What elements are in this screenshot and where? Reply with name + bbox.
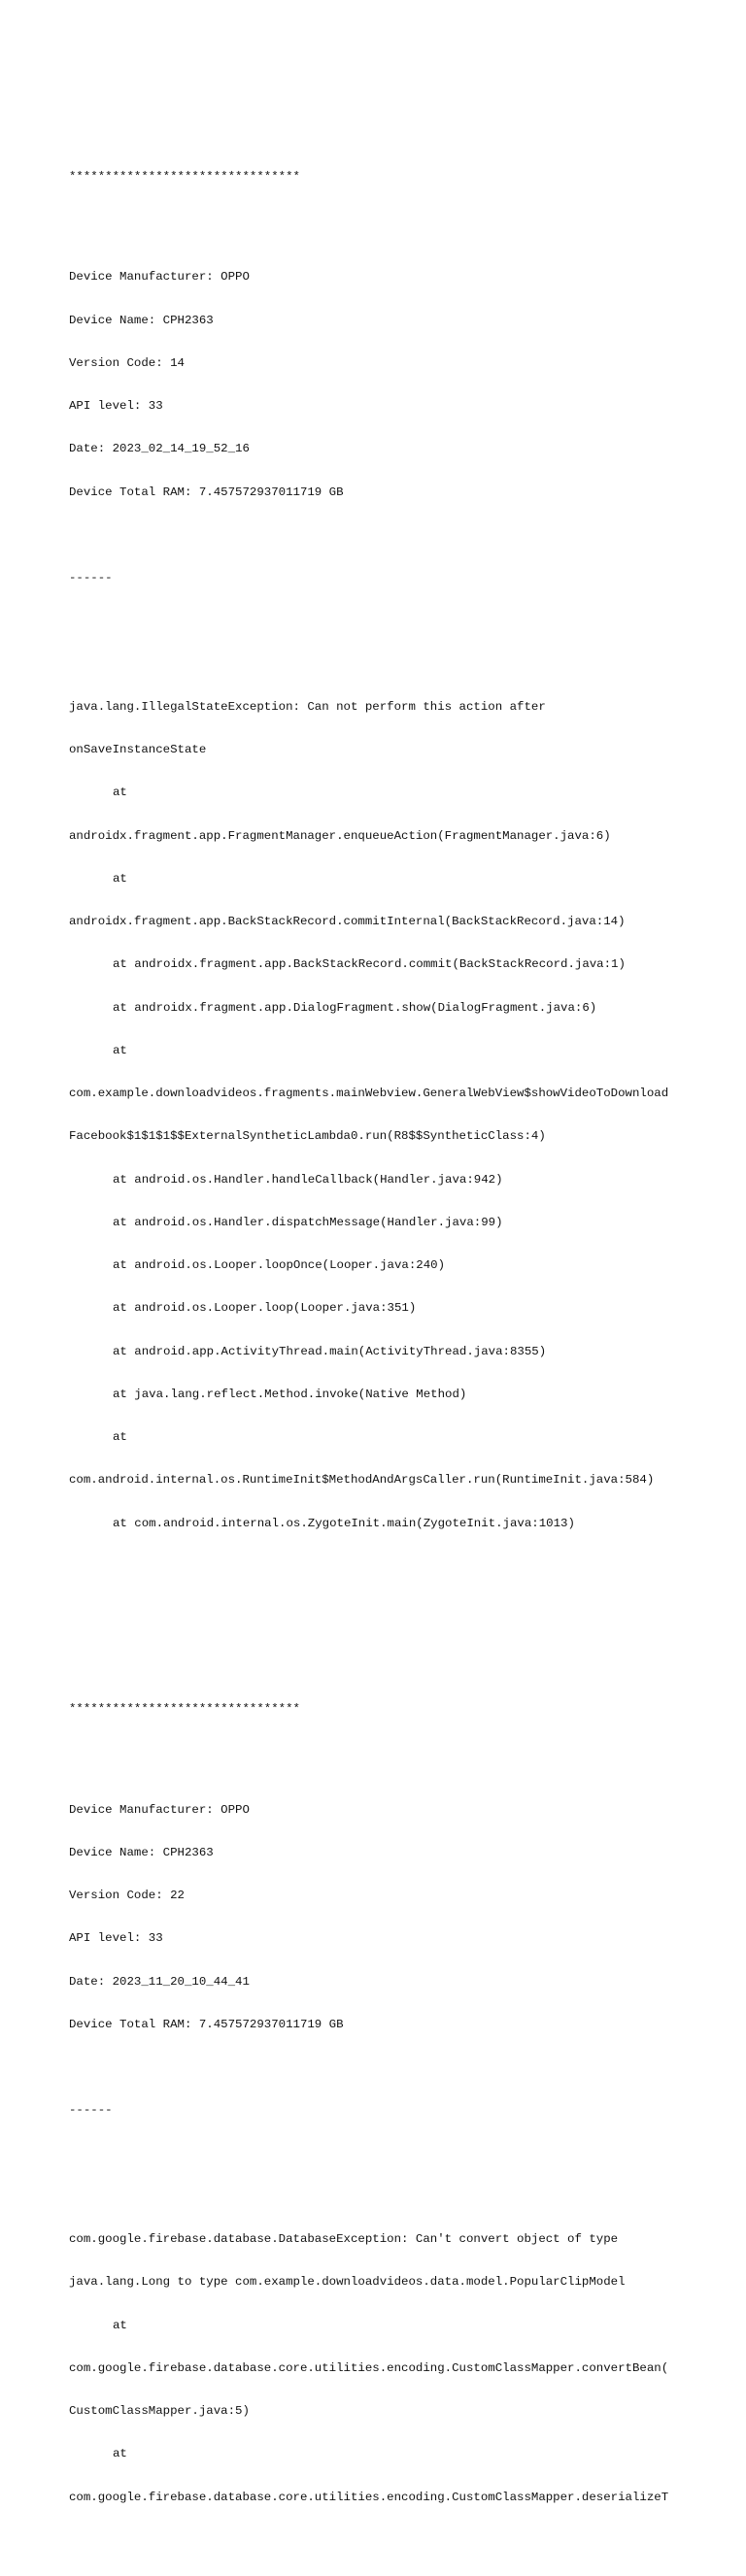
device-manufacturer: Device Manufacturer: OPPO xyxy=(69,270,250,284)
stack-line: at android.os.Looper.loop(Looper.java:351) xyxy=(113,1301,417,1316)
device-name: Device Name: CPH2363 xyxy=(69,313,214,327)
stack-line: androidx.fragment.app.BackStackRecord.commitInternal(BackStackRecord.java:14) xyxy=(69,915,626,928)
dash-divider: ------ xyxy=(69,571,113,585)
stack-line: com.google.firebase.database.core.utilities.encoding.CustomClassMapper.convertBean( xyxy=(69,2360,669,2375)
stack-line: at android.app.ActivityThread.main(ActivityThread.java:8355) xyxy=(113,1344,547,1358)
stack-line: at com.android.internal.os.ZygoteInit.main(ZygoteInit.java:1013) xyxy=(113,1516,575,1530)
dash-divider: ------ xyxy=(69,2103,113,2118)
stack-line: java.lang.Long to type com.example.downloadvideos.data.model.PopularClipModel xyxy=(69,2275,626,2290)
spacer xyxy=(69,213,739,242)
spacer xyxy=(69,2060,739,2075)
spacer xyxy=(69,528,739,543)
stack-line: at xyxy=(113,2447,127,2461)
stack-line: at xyxy=(113,1043,127,1057)
version-code: Version Code: 14 xyxy=(69,355,185,370)
device-manufacturer: Device Manufacturer: OPPO xyxy=(69,1802,250,1817)
spacer xyxy=(69,1602,739,1645)
api-level: API level: 33 xyxy=(69,1931,163,1946)
version-code: Version Code: 22 xyxy=(69,1889,185,1902)
spacer xyxy=(69,1746,739,1775)
api-level: API level: 33 xyxy=(69,399,163,413)
device-name: Device Name: CPH2363 xyxy=(69,1845,214,1859)
stack-line: at xyxy=(113,1430,127,1444)
stack-line: CustomClassMapper.java:5) xyxy=(69,2404,250,2418)
stack-trace xyxy=(69,671,739,1559)
stack-line: com.example.downloadvideos.fragments.mainWebview.GeneralWebView$showVideoToDownload xyxy=(69,1087,669,1100)
separator-line: ******************************** xyxy=(69,170,300,184)
spacer xyxy=(69,614,739,643)
stack-line: at xyxy=(113,2318,127,2332)
log-date: Date: 2023_02_14_19_52_16 xyxy=(69,442,250,456)
stack-line: androidx.fragment.app.FragmentManager.enqueueAction(FragmentManager.java:6) xyxy=(69,828,611,843)
stack-trace xyxy=(69,2204,739,2533)
log-date: Date: 2023_11_20_10_44_41 xyxy=(69,1974,250,1989)
stack-line: onSaveInstanceState xyxy=(69,743,207,756)
device-total-ram: Device Total RAM: 7.457572937011719 GB xyxy=(69,485,344,499)
stack-line: at android.os.Looper.loopOnce(Looper.java:240) xyxy=(113,1258,446,1272)
stack-line: at androidx.fragment.app.BackStackRecord.commit(BackStackRecord.java:1) xyxy=(113,957,626,972)
stack-line: at android.os.Handler.dispatchMessage(Handler.java:99) xyxy=(113,1215,503,1229)
spacer xyxy=(69,2147,739,2176)
stack-line: at xyxy=(113,871,127,886)
crash-log xyxy=(69,113,739,2576)
device-total-ram: Device Total RAM: 7.457572937011719 GB xyxy=(69,2017,344,2031)
stack-line: Facebook$1$1$1$$ExternalSyntheticLambda0.run(R8$$SyntheticClass:4) xyxy=(69,1129,546,1144)
stack-line: com.android.internal.os.RuntimeInit$MethodAndArgsCaller.run(RuntimeInit.java:584) xyxy=(69,1473,655,1488)
stack-line: java.lang.IllegalStateException: Can not perform this action after xyxy=(69,699,546,714)
separator-line: ******************************** xyxy=(69,1702,300,1717)
stack-line: com.google.firebase.database.core.utilities.encoding.CustomClassMapper.deserializeT xyxy=(69,2490,669,2504)
stack-line: com.google.firebase.database.DatabaseException: Can't convert object of type xyxy=(69,2232,619,2246)
stack-line: at android.os.Handler.handleCallback(Handler.java:942) xyxy=(113,1172,503,1187)
stack-line: at androidx.fragment.app.DialogFragment.show(DialogFragment.java:6) xyxy=(113,1000,597,1015)
stack-line: at java.lang.reflect.Method.invoke(Native Method) xyxy=(113,1387,467,1401)
stack-line: at xyxy=(113,786,127,800)
